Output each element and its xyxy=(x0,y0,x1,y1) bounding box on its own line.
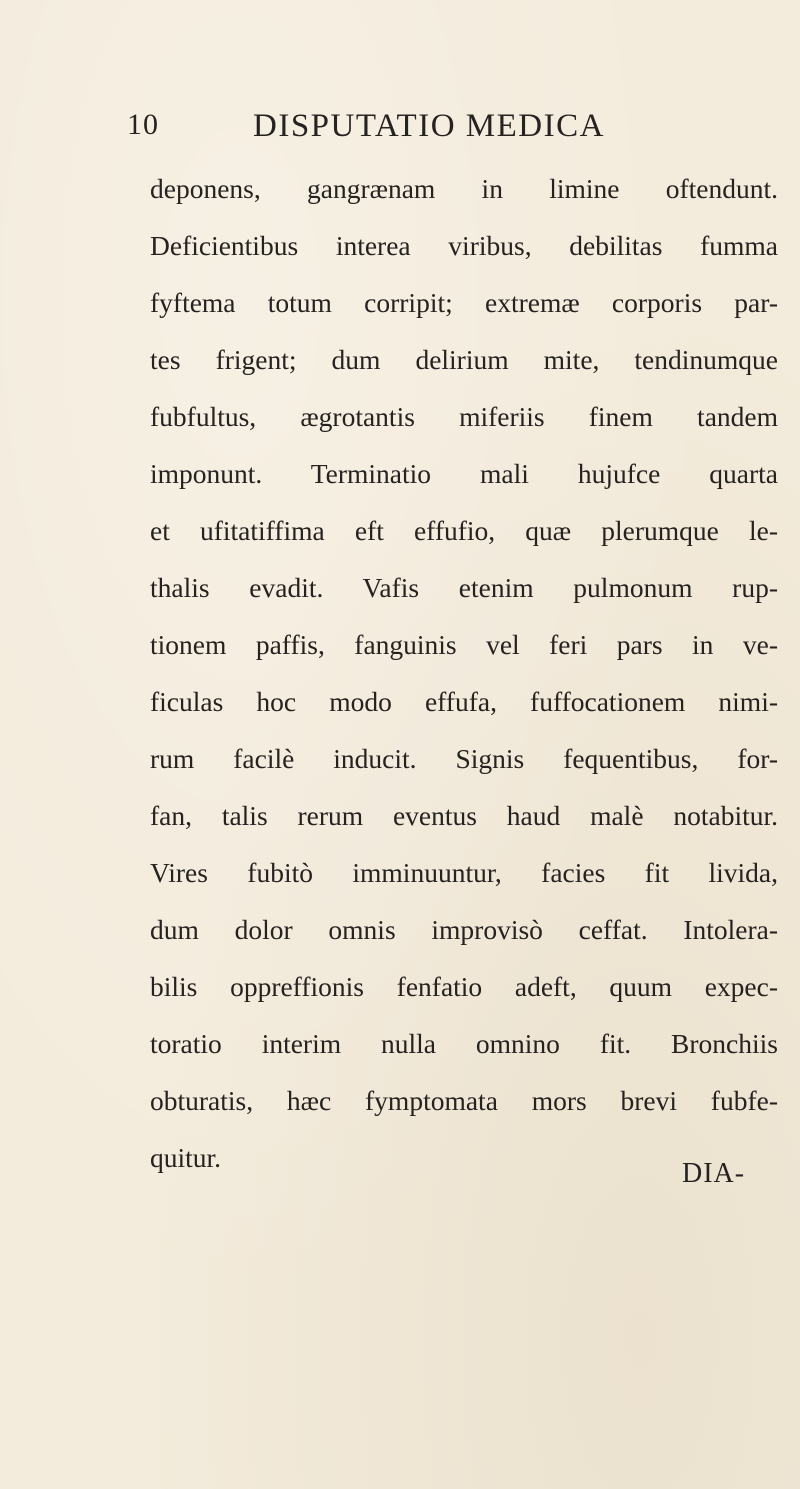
text-line: deponens, gangrænam in limine oftendunt. xyxy=(150,173,778,204)
page-number: 10 xyxy=(127,108,159,141)
text-line-last: quitur. xyxy=(150,1142,222,1173)
text-line: toratio interim nulla omnino fit. Bronchiis xyxy=(150,1028,778,1059)
text-line: obturatis, hæc fymptomata mors brevi fubfe- xyxy=(150,1085,778,1116)
text-line: tes frigent; dum delirium mite, tendinumque xyxy=(150,344,778,375)
text-line: bilis oppreffionis fenfatio adeft, quum expec- xyxy=(150,971,778,1002)
text-line: ficulas hoc modo effufa, fuffocationem nimi- xyxy=(150,686,778,717)
text-line: dum dolor omnis improvisò ceffat. Intolera- xyxy=(150,914,778,945)
text-line: tionem paffis, fanguinis vel feri pars in ve- xyxy=(150,629,778,660)
running-title: DISPUTATIO MEDICA xyxy=(253,108,605,144)
text-line: imponunt. Terminatio mali hujufce quarta xyxy=(150,458,778,489)
text-line: et ufitatiffima eft effufio, quæ plerumque le- xyxy=(150,515,778,546)
text-line: Vires fubitò imminuuntur, facies fit livida, xyxy=(150,857,778,888)
text-line: Deficientibus interea viribus, debilitas fumma xyxy=(150,230,778,261)
body-text xyxy=(150,160,778,1186)
catchword: DIA- xyxy=(682,1158,746,1189)
text-line: rum facilè inducit. Signis fequentibus, for- xyxy=(150,743,778,774)
text-line: thalis evadit. Vafis etenim pulmonum rup- xyxy=(150,572,778,603)
text-line: fubfultus, ægrotantis miferiis finem tandem xyxy=(150,401,778,432)
running-head xyxy=(0,108,800,148)
text-line: fyftema totum corripit; extremæ corporis par- xyxy=(150,287,778,318)
text-line: fan, talis rerum eventus haud malè notabitur. xyxy=(150,800,778,831)
